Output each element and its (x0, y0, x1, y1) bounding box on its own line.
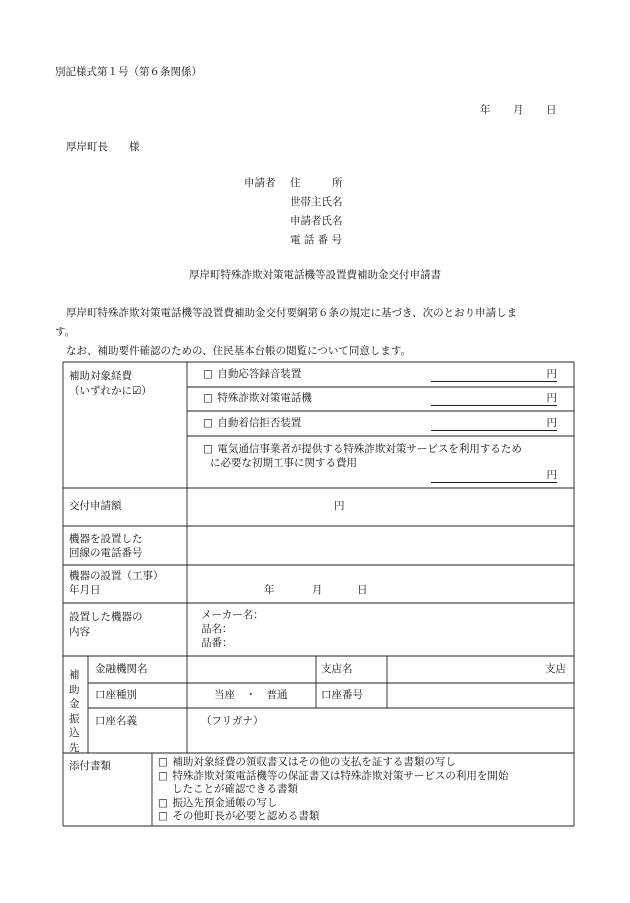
attachment-text-continued: したことが確認できる書類 (172, 783, 298, 795)
account-type-options[interactable]: 当座 ・ 普通 (214, 689, 288, 701)
expense-option-anti-fraud-phone[interactable] (203, 392, 312, 405)
product-number-label: 品番： (201, 637, 233, 649)
attachment-item[interactable] (158, 756, 456, 769)
device-label-2: 内容 (69, 626, 90, 638)
expense-option-call-blocker[interactable] (203, 417, 301, 430)
amount-field[interactable] (431, 417, 557, 431)
install-date-month: 月 (312, 584, 323, 596)
checkbox[interactable]: □ (158, 756, 168, 768)
applicant-phone-label: 電 話 番 号 (290, 234, 343, 246)
option-label-continued: に必要な初期工事に関する費用 (210, 457, 357, 469)
furigana-label: （フリガナ） (201, 715, 264, 727)
body-line-3: なお、補助要件確認のための、住民基本台帳の閲覧について同意します。 (66, 345, 412, 357)
yen-unit: 円 (546, 392, 557, 404)
yen-unit: 円 (546, 368, 557, 380)
expense-label: 補助対象経費 (69, 370, 132, 382)
install-date-label-2: 年月日 (69, 584, 101, 596)
option-label: 電気通信事業者が提供する特殊詐欺対策サービスを利用するため (217, 443, 522, 455)
checkbox[interactable]: □ (203, 392, 213, 404)
yen-unit: 円 (546, 417, 557, 429)
applicant-address-label: 住 所 (290, 177, 343, 189)
attachment-text: 特殊詐欺対策電話機等の保証書又は特殊詐欺対策サービスの利用を開始 (172, 770, 509, 782)
account-name-label: 口座名義 (95, 715, 137, 727)
attachment-item[interactable] (158, 797, 277, 810)
phone-line-label-2: 回線の電話番号 (69, 547, 143, 559)
amount-field[interactable] (431, 469, 557, 483)
branch-label: 支店名 (321, 663, 353, 675)
attachment-text: その他町長が必要と認める書類 (172, 810, 320, 822)
institution-label: 金融機関名 (95, 663, 148, 675)
amount-field[interactable] (431, 392, 557, 406)
attachment-text: 補助対象経費の領収書又はその他の支払を証する書類の写し (172, 756, 456, 768)
checkbox[interactable]: □ (158, 797, 168, 809)
option-label: 自動着信拒否装置 (217, 417, 302, 429)
attachments-label: 添付書類 (69, 760, 111, 772)
addressee: 厚岸町長 様 (66, 141, 140, 153)
document-title: 厚岸町特殊詐欺対策電話機等設置費補助金交付申請書 (189, 269, 441, 281)
grant-amount-unit: 円 (334, 500, 345, 512)
attachment-item[interactable] (158, 810, 319, 823)
option-label: 自動応答録音装置 (217, 368, 302, 380)
form-number: 別記様式第１号（第６条関係） (55, 66, 202, 78)
install-date-day: 日 (357, 584, 368, 596)
maker-name-label: メーカー名： (201, 609, 264, 621)
account-type-label: 口座種別 (95, 689, 137, 701)
option-label: 特殊詐欺対策電話機 (217, 392, 312, 404)
body-line-2: す。 (55, 326, 76, 338)
checkbox[interactable]: □ (158, 810, 168, 822)
expense-option-answering-machine[interactable] (203, 368, 301, 381)
install-date-label: 機器の設置（工事） (69, 570, 164, 582)
install-date-year: 年 (264, 584, 275, 596)
checkbox[interactable]: □ (203, 443, 213, 455)
applicant-householder-label: 世帯主氏名 (290, 196, 343, 208)
expense-label-note: （いずれかに☑） (69, 385, 152, 397)
date-month: 月 (513, 104, 524, 116)
account-number-label: 口座番号 (321, 689, 363, 701)
expense-option-initial-work[interactable] (203, 443, 522, 456)
phone-line-label: 機器を設置した (69, 533, 143, 545)
date-year: 年 (480, 104, 491, 116)
amount-field[interactable] (431, 368, 557, 382)
attachment-text: 振込先預金通帳の写し (172, 797, 278, 809)
checkbox[interactable]: □ (203, 368, 213, 380)
device-label: 設置した機器の (69, 611, 143, 623)
checkbox[interactable]: □ (158, 770, 168, 782)
date-day: 日 (546, 104, 557, 116)
body-line-1: 厚岸町特殊詐欺対策電話機等設置費補助金交付要綱第６条の規定に基づき、次のとおり申請しま (66, 307, 518, 319)
yen-unit: 円 (546, 469, 557, 481)
branch-suffix: 支店 (545, 663, 566, 675)
applicant-name-label: 申請者氏名 (290, 215, 343, 227)
attachment-item[interactable] (158, 770, 508, 783)
product-name-label: 品名： (201, 623, 233, 635)
applicant-label: 申請者 (244, 177, 276, 189)
checkbox[interactable]: □ (203, 417, 213, 429)
bank-section-label: 補 助 金 振 込 先 (69, 669, 80, 754)
grant-amount-label: 交付申請額 (69, 500, 122, 512)
